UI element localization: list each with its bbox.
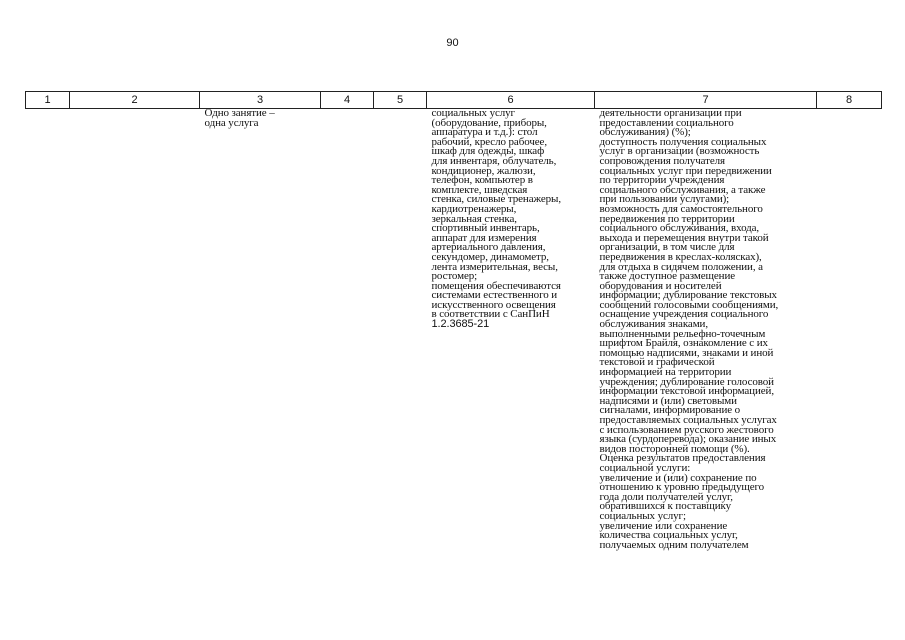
- text-line: языка (сурдоперевода); оказание иных: [599, 433, 777, 446]
- text-line: учреждения; дублирование голосовой: [599, 375, 774, 388]
- text-line: шрифтом Брайля, ознакомление с их: [599, 337, 768, 350]
- text-line: Одно занятие –: [204, 107, 275, 119]
- text-line: для инвентаря, облучатель,: [431, 154, 557, 167]
- cell-col-1: [26, 109, 70, 551]
- text-line: зеркальная стенка,: [431, 212, 517, 225]
- text-line: года доли получателей услуг,: [599, 490, 733, 503]
- text-line: кардиотренажеры,: [431, 202, 517, 215]
- table-row: [26, 109, 882, 551]
- text-line: социальных услуг при передвижении: [599, 164, 772, 177]
- text-line: также доступное размещение: [599, 270, 736, 283]
- text-line: количества социальных услуг,: [599, 529, 738, 542]
- text-line: системами естественного и: [431, 289, 558, 302]
- text-line: увеличение и (или) сохранение по: [599, 471, 757, 484]
- cell-col-7: [595, 109, 817, 551]
- text-line: (оборудование, приборы,: [431, 116, 547, 129]
- cell-col-6: [427, 109, 595, 551]
- text-line: информации; дублирование текстовых: [599, 289, 777, 302]
- cell-col-3: [200, 109, 321, 551]
- text-line: аппаратура и т.д.): стол: [431, 126, 538, 139]
- text-line: сопровождения получателя: [599, 154, 725, 167]
- text-line: сигналами, информирование о: [599, 404, 741, 417]
- text-line: информации текстовой информацией,: [599, 385, 774, 398]
- text-line: Оценка результатов предоставления: [599, 452, 766, 465]
- text-line: с использованием русского жестового: [599, 423, 774, 436]
- text-line: обслуживания знаками,: [599, 318, 708, 331]
- text-line: стенка, силовые тренажеры,: [431, 193, 561, 206]
- text-line: сообщений голосовыми сообщениями,: [599, 298, 779, 311]
- text-line: для отдыха в сидячем положении, а: [599, 260, 763, 273]
- text-line: надписями и (или) световыми: [599, 394, 737, 407]
- cell-col-8: [817, 109, 882, 551]
- text-line: увеличение или сохранение: [599, 519, 728, 532]
- text-line: текстовой и графической: [599, 356, 715, 369]
- text-line: социального обслуживания, входа,: [599, 222, 760, 235]
- text-line: деятельности организации при: [599, 107, 742, 119]
- text-line: обслуживания) (%);: [599, 126, 691, 139]
- text-line: получаемых одним получателем: [599, 538, 749, 551]
- text-line: в соответствии с СанПиН: [431, 308, 550, 321]
- text-line: выхода и перемещения внутри такой: [599, 231, 769, 244]
- text-line: секундомер, динамометр,: [431, 250, 549, 263]
- text-line: социальной услуги:: [599, 461, 691, 474]
- text-line: предоставлении социального: [599, 116, 734, 129]
- column-header-4: 4: [321, 92, 374, 109]
- text-line: 1.2.3685-21: [431, 318, 490, 331]
- quality-indicators-text: [600, 109, 817, 550]
- text-line: помощью надписями, знаками и иной: [599, 346, 774, 359]
- unit-of-service-text: [205, 109, 321, 128]
- column-header-8: 8: [817, 92, 882, 109]
- text-line: видов посторонней помощи (%).: [599, 442, 750, 455]
- text-line: обратившихся к поставщику: [599, 500, 732, 513]
- text-line: помещения обеспечиваются: [431, 279, 561, 292]
- column-header-5: 5: [374, 92, 427, 109]
- text-line: социальных услуг: [431, 107, 515, 119]
- text-line: предоставляемых социальных услугах: [599, 414, 777, 426]
- text-line: передвижения по территории: [599, 212, 735, 225]
- text-line: социального обслуживания, а также: [599, 183, 766, 196]
- column-header-6: 6: [427, 92, 595, 109]
- column-header-3: 3: [200, 92, 321, 109]
- column-header-7: 7: [595, 92, 817, 109]
- text-line: выполненными рельефно-точечным: [599, 327, 766, 340]
- text-line: телефон, компьютер в: [431, 174, 533, 187]
- text-line: оборудования и носителей: [599, 279, 722, 292]
- column-header-1: 1: [26, 92, 70, 109]
- text-line: спортивный инвентарь,: [431, 222, 540, 235]
- text-line: при пользовании услугами);: [599, 193, 730, 206]
- text-line: организации, в том числе для: [599, 241, 735, 254]
- text-line: отношению к уровню предыдущего: [599, 481, 765, 494]
- text-line: аппарат для измерения: [431, 231, 537, 244]
- text-line: передвижения в креслах-колясках),: [599, 250, 762, 263]
- text-line: шкаф для одежды, шкаф: [431, 145, 545, 158]
- text-line: комплекте, шведская: [431, 183, 528, 196]
- cell-col-5: [374, 109, 427, 551]
- text-line: доступность получения социальных: [599, 135, 767, 148]
- text-line: рабочий, кресло рабочее,: [431, 135, 547, 148]
- text-line: лента измерительная, весы,: [431, 260, 558, 273]
- cell-col-4: [321, 109, 374, 551]
- text-line: социальных услуг;: [599, 509, 686, 522]
- text-line: услуг в организации (возможность: [599, 145, 760, 158]
- text-line: по территории учреждения: [599, 174, 725, 187]
- text-line: искусственного освещения: [431, 298, 556, 311]
- text-line: возможность для самостоятельного: [599, 202, 763, 215]
- text-line: ростомер;: [431, 270, 478, 283]
- text-line: оснащение учреждения социального: [599, 308, 769, 321]
- equipment-description-text: [432, 109, 595, 330]
- text-line: информацией на территории: [599, 366, 732, 379]
- services-table: [25, 91, 882, 550]
- text-line: кондиционер, жалюзи,: [431, 164, 536, 177]
- column-number-row: [26, 92, 882, 109]
- column-header-2: 2: [70, 92, 200, 109]
- page-number: 90: [446, 37, 459, 49]
- text-line: одна услуга: [204, 116, 259, 129]
- text-line: артериального давления,: [431, 241, 546, 254]
- cell-col-2: [70, 109, 200, 551]
